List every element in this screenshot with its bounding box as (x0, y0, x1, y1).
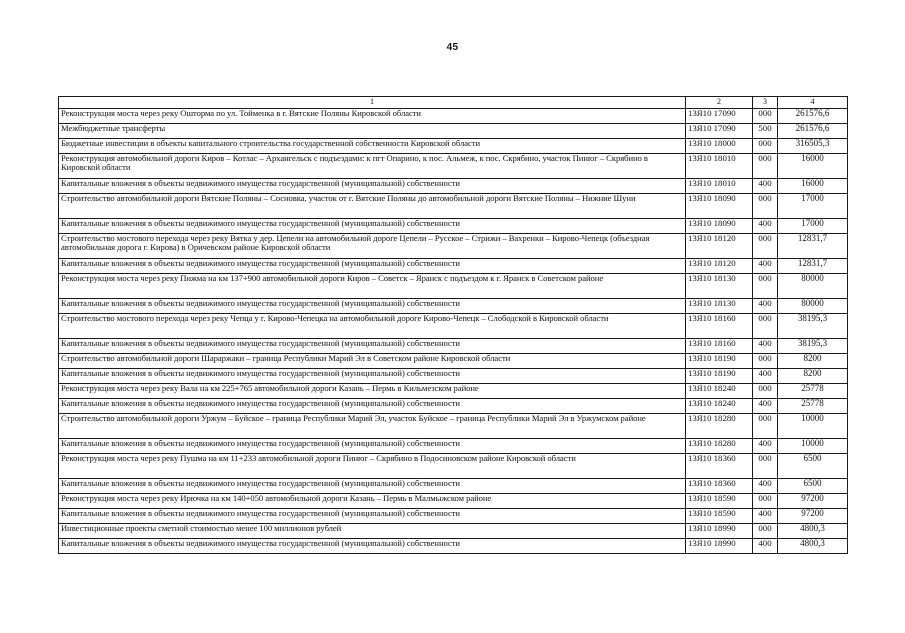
row-name: Реконструкция моста через реку Вала на км 225+765 автомобильной дороги Казань – Пермь в Кильмезском районе (59, 384, 686, 399)
row-code: 13Я10 18130 (686, 299, 753, 314)
table-row (59, 234, 848, 259)
table-row (59, 154, 848, 179)
row-type: 000 (753, 194, 778, 219)
table-row (59, 259, 848, 274)
row-code: 13Я10 18280 (686, 414, 753, 439)
row-sum: 6500 (778, 479, 848, 494)
row-name: Капитальные вложения в объекты недвижимого имущества государственной (муниципальной) собственности (59, 339, 686, 354)
table-row (59, 399, 848, 414)
row-code: 13Я10 18990 (686, 524, 753, 539)
row-name: Строительство мостового перехода через реку Вятка у дер. Цепели на автомобильной дороге Цепели – Русское – Стрижи – Вахренки – Кирово-Чепецк (объездная автомобильная дорога г. Кирова) в Оричевском районе Кировской области (59, 234, 686, 259)
row-name: Капитальные вложения в объекты недвижимого имущества государственной (муниципальной) собственности (59, 539, 686, 554)
row-code: 13Я10 18590 (686, 509, 753, 524)
table-row (59, 439, 848, 454)
row-name: Капитальные вложения в объекты недвижимого имущества государственной (муниципальной) собственности (59, 479, 686, 494)
row-type: 000 (753, 109, 778, 124)
table-row (59, 539, 848, 554)
budget-table (58, 96, 848, 554)
table-row (59, 509, 848, 524)
row-type: 400 (753, 219, 778, 234)
row-code: 13Я10 18160 (686, 314, 753, 339)
row-type: 400 (753, 299, 778, 314)
row-name: Бюджетные инвестиции в объекты капитального строительства государственной собственности Кировской области (59, 139, 686, 154)
row-name: Капитальные вложения в объекты недвижимого имущества государственной (муниципальной) собственности (59, 299, 686, 314)
row-type: 000 (753, 234, 778, 259)
row-type: 000 (753, 314, 778, 339)
row-code: 13Я10 18130 (686, 274, 753, 299)
table-row (59, 354, 848, 369)
row-type: 400 (753, 259, 778, 274)
page-number: 45 (446, 42, 459, 53)
row-code: 13Я10 18010 (686, 179, 753, 194)
row-type: 400 (753, 509, 778, 524)
row-name: Реконструкция моста через реку Ирючка на км 140+050 автомобильной дороги Казань – Пермь в Малмыжском районе (59, 494, 686, 509)
row-sum: 80000 (778, 274, 848, 299)
row-name: Капитальные вложения в объекты недвижимого имущества государственной (муниципальной) собственности (59, 219, 686, 234)
row-name: Реконструкция автомобильной дороги Киров – Котлас – Архангельск с подъездами: к пгт Опарино, к пос. Альмеж, к пос. Скрябино, участок Пинюг – Скрябино в Кировской области (59, 154, 686, 179)
row-name: Капитальные вложения в объекты недвижимого имущества государственной (муниципальной) собственности (59, 179, 686, 194)
row-sum: 25778 (778, 399, 848, 414)
row-name: Строительство автомобильной дороги Шараржаки – граница Республики Марий Эл в Советском районе Кировской области (59, 354, 686, 369)
row-code: 13Я10 18360 (686, 454, 753, 479)
row-sum: 97200 (778, 494, 848, 509)
row-name: Строительство автомобильной дороги Уржум – Буйское – граница Республики Марий Эл, участок Буйское – граница Республики Марий Эл в Уржумском районе (59, 414, 686, 439)
row-type: 400 (753, 539, 778, 554)
row-sum: 25778 (778, 384, 848, 399)
table-row (59, 384, 848, 399)
row-name: Капитальные вложения в объекты недвижимого имущества государственной (муниципальной) собственности (59, 509, 686, 524)
row-sum: 261576,6 (778, 124, 848, 139)
header-col-name: 1 (59, 97, 686, 109)
table-row (59, 124, 848, 139)
row-sum: 12831,7 (778, 234, 848, 259)
table-row (59, 194, 848, 219)
table-row (59, 299, 848, 314)
row-code: 13Я10 18120 (686, 259, 753, 274)
table-row (59, 274, 848, 299)
row-name: Строительство автомобильной дороги Вятские Поляны – Сосновка, участок от г. Вятские Поляны до автомобильной дороги Вятские Поляны – Нижние Шуни (59, 194, 686, 219)
row-type: 000 (753, 454, 778, 479)
row-sum: 6500 (778, 454, 848, 479)
row-name: Строительство мостового перехода через реку Чепца у г. Кирово-Чепецка на автомобильной дороге Кирово-Чепецк – Слободской в Кировской области (59, 314, 686, 339)
row-code: 13Я10 18240 (686, 399, 753, 414)
table-row (59, 479, 848, 494)
row-name: Капитальные вложения в объекты недвижимого имущества государственной (муниципальной) собственности (59, 439, 686, 454)
row-code: 13Я10 18590 (686, 494, 753, 509)
row-sum: 8200 (778, 354, 848, 369)
row-type: 000 (753, 414, 778, 439)
row-type: 000 (753, 139, 778, 154)
row-name: Капитальные вложения в объекты недвижимого имущества государственной (муниципальной) собственности (59, 369, 686, 384)
row-type: 000 (753, 524, 778, 539)
row-name: Инвестиционные проекты сметной стоимостью менее 100 миллионов рублей (59, 524, 686, 539)
row-code: 13Я10 18160 (686, 339, 753, 354)
row-sum: 17000 (778, 194, 848, 219)
table-row (59, 139, 848, 154)
row-type: 000 (753, 494, 778, 509)
header-col-sum: 4 (778, 97, 848, 109)
table-row (59, 524, 848, 539)
row-sum: 17000 (778, 219, 848, 234)
row-type: 000 (753, 274, 778, 299)
row-code: 13Я10 18010 (686, 154, 753, 179)
row-sum: 10000 (778, 414, 848, 439)
row-code: 13Я10 17090 (686, 109, 753, 124)
row-name: Реконструкция моста через реку Пижма на км 137+900 автомобильной дороги Киров – Советск – Яранск с подъездом к г. Яранск в Советском районе (59, 274, 686, 299)
table-row (59, 314, 848, 339)
row-code: 13Я10 18990 (686, 539, 753, 554)
row-name: Капитальные вложения в объекты недвижимого имущества государственной (муниципальной) собственности (59, 399, 686, 414)
row-name: Межбюджетные трансферты (59, 124, 686, 139)
row-code: 13Я10 18240 (686, 384, 753, 399)
row-sum: 4800,3 (778, 524, 848, 539)
row-code: 13Я10 17090 (686, 124, 753, 139)
row-sum: 4800,3 (778, 539, 848, 554)
row-name: Реконструкция моста через реку Ошторма по ул. Тойменка в г. Вятские Поляны Кировской области (59, 109, 686, 124)
row-type: 400 (753, 399, 778, 414)
row-code: 13Я10 18090 (686, 219, 753, 234)
row-sum: 10000 (778, 439, 848, 454)
table-body (59, 109, 848, 554)
row-code: 13Я10 18280 (686, 439, 753, 454)
row-type: 400 (753, 479, 778, 494)
header-col-code: 2 (686, 97, 753, 109)
header-col-type: 3 (753, 97, 778, 109)
row-code: 13Я10 18190 (686, 354, 753, 369)
table-row (59, 109, 848, 124)
row-code: 13Я10 18190 (686, 369, 753, 384)
header-row (59, 97, 848, 109)
table-row (59, 369, 848, 384)
row-code: 13Я10 18090 (686, 194, 753, 219)
row-name: Реконструкция моста через реку Пушма на км 11+233 автомобильной дороги Пинюг – Скрябино в Подосиновском районе Кировской области (59, 454, 686, 479)
row-sum: 12831,7 (778, 259, 848, 274)
row-name: Капитальные вложения в объекты недвижимого имущества государственной (муниципальной) собственности (59, 259, 686, 274)
row-type: 400 (753, 369, 778, 384)
row-sum: 16000 (778, 154, 848, 179)
row-sum: 316505,3 (778, 139, 848, 154)
row-sum: 97200 (778, 509, 848, 524)
row-code: 13Я10 18360 (686, 479, 753, 494)
row-type: 400 (753, 439, 778, 454)
row-sum: 80000 (778, 299, 848, 314)
row-type: 400 (753, 179, 778, 194)
row-type: 500 (753, 124, 778, 139)
row-type: 000 (753, 154, 778, 179)
row-sum: 16000 (778, 179, 848, 194)
table-row (59, 454, 848, 479)
row-type: 400 (753, 339, 778, 354)
table-row (59, 339, 848, 354)
row-sum: 8200 (778, 369, 848, 384)
row-type: 000 (753, 354, 778, 369)
table-row (59, 179, 848, 194)
row-sum: 38195,3 (778, 314, 848, 339)
row-code: 13Я10 18120 (686, 234, 753, 259)
table-row (59, 414, 848, 439)
table-row (59, 219, 848, 234)
row-sum: 261576,6 (778, 109, 848, 124)
row-sum: 38195,3 (778, 339, 848, 354)
row-type: 000 (753, 384, 778, 399)
table-row (59, 494, 848, 509)
row-code: 13Я10 18000 (686, 139, 753, 154)
